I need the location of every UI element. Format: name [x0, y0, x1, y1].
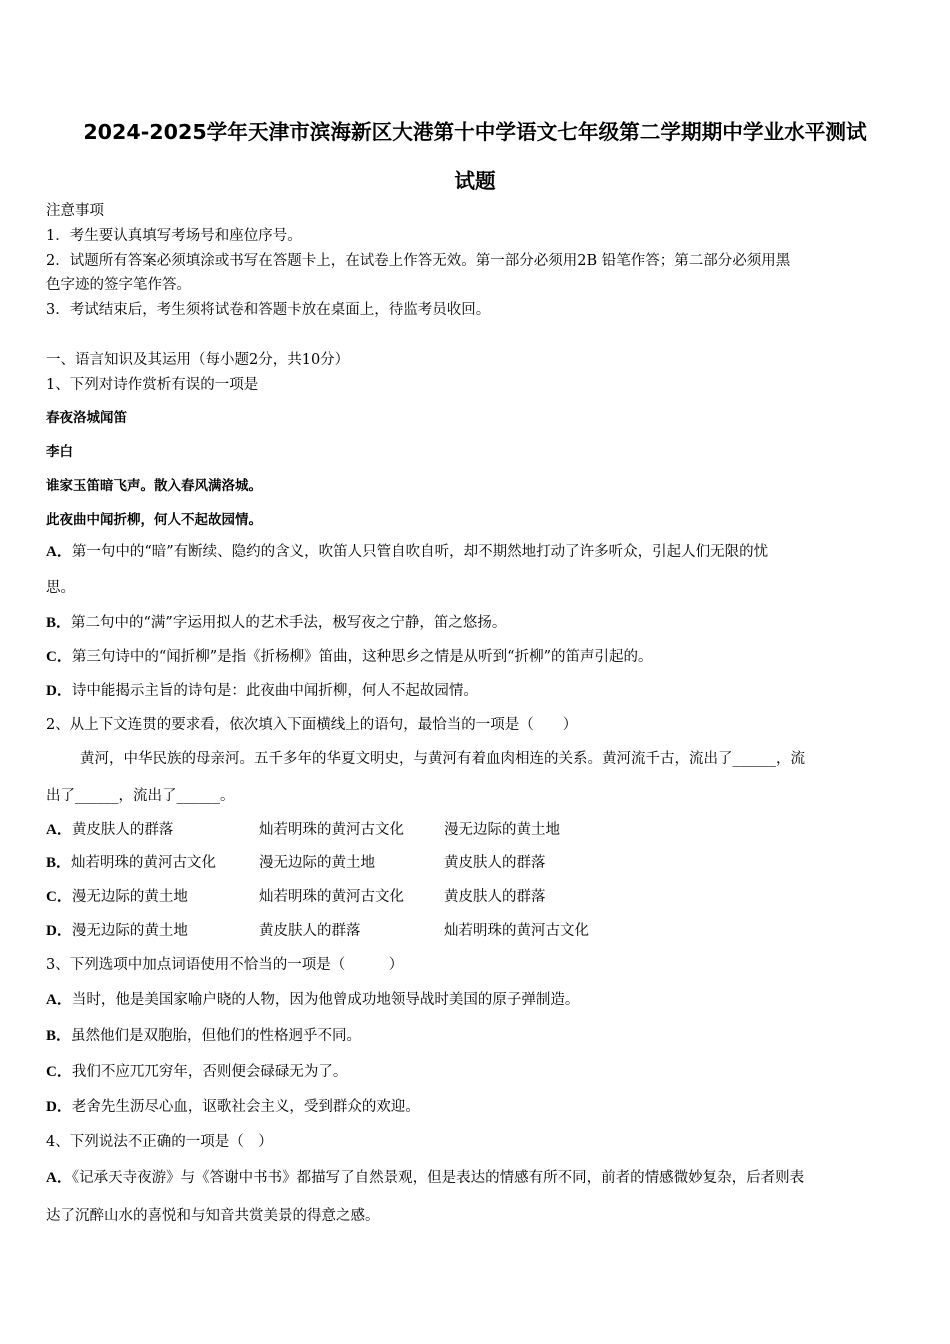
notice-item: 1．考生要认真填写考场号和座位序号。 — [46, 228, 302, 244]
option-label: B． — [46, 615, 72, 631]
option-label: D． — [46, 1099, 72, 1115]
option-text: 老舍先生沥尽心血，讴歌社会主义，受到群众的欢迎。 — [71, 1099, 420, 1115]
question-2-passage-cont: 出了______，流出了______。 — [46, 788, 235, 804]
notice-item: 2．试题所有答案必须填涂或书写在答题卡上，在试卷上作答无效。第一部分必须用2B 铅笔作答；第二部分必须用黑 — [46, 253, 791, 269]
exam-title: 2024-2025学年天津市滨海新区大港第十中学语文七年级第二学期期中学业水平测试 — [83, 120, 867, 144]
option-cell: 灿若明珠的黄河古文化 — [259, 822, 404, 838]
option-a-cont — [46, 1206, 380, 1226]
option-a — [46, 542, 768, 562]
option-b — [46, 613, 506, 633]
question-2-stem: 2、从上下文连贯的要求看，依次填入下面横线上的语句，最恰当的一项是（ ） — [46, 717, 578, 733]
option-d — [46, 1097, 420, 1117]
option-text: 我们不应兀兀穷年，否则便会碌碌无为了。 — [71, 1064, 348, 1080]
notice-item: 色字迹的签字笔作答。 — [46, 277, 191, 293]
option-text: 思。 — [46, 580, 75, 596]
section-heading: 一、语言知识及其运用（每小题2分，共10分） — [46, 352, 350, 368]
option-label: D．漫无边际的黄土地 — [46, 923, 188, 939]
option-text: 《记承天寺夜游》与《答谢中书书》都描写了自然景观，但是表达的情感有所不同，前者的情感微妙复杂，后者则表 — [71, 1170, 805, 1186]
notice-heading: 注意事项 — [46, 203, 104, 219]
question-2-passage: 黄河，中华民族的母亲河。五千多年的华夏文明史，与黄河有着血肉相连的关系。黄河流千古，流出了______，流 — [80, 751, 805, 767]
question-3-stem: 3、下列选项中加点词语使用不恰当的一项是（ ） — [46, 957, 404, 973]
option-cell: 黄皮肤人的群落 — [259, 923, 361, 939]
poem-line: 此夜曲中闻折柳，何人不起故园情。 — [46, 512, 262, 528]
option-cell: 漫无边际的黄土地 — [259, 855, 375, 871]
question-4-stem: 4、下列说法不正确的一项是（ ） — [46, 1134, 273, 1150]
option-label: D． — [46, 683, 72, 699]
option-label: C．漫无边际的黄土地 — [46, 889, 188, 905]
option-a — [46, 990, 579, 1010]
option-label: A． — [46, 992, 72, 1008]
poem-author: 李白 — [46, 444, 73, 460]
option-d — [46, 681, 478, 701]
option-cell: 灿若明珠的黄河古文化 — [444, 923, 589, 939]
option-cell: 漫无边际的黄土地 — [444, 822, 560, 838]
option-text: 诗中能揭示主旨的诗句是：此夜曲中闻折柳，何人不起故园情。 — [71, 683, 478, 699]
option-label: A． — [46, 544, 72, 560]
option-text: 第三句诗中的“闻折柳”是指《折杨柳》笛曲，这种思乡之情是从听到“折柳”的笛声引起的。 — [71, 649, 653, 665]
option-text: 当时，他是美国家喻户晓的人物，因为他曾成功地领导战时美国的原子弹制造。 — [71, 992, 580, 1008]
option-label: A． — [46, 1170, 72, 1186]
option-text: 虽然他们是双胞胎，但他们的性格迥乎不同。 — [71, 1028, 362, 1044]
option-b — [46, 1026, 361, 1046]
option-label: B． — [46, 1028, 72, 1044]
option-label: C． — [46, 649, 72, 665]
poem-title: 春夜洛城闻笛 — [46, 410, 127, 426]
option-text: 达了沉醉山水的喜悦和与知音共赏美景的得意之感。 — [46, 1208, 380, 1224]
question-1-stem: 1、下列对诗作赏析有误的一项是 — [46, 377, 259, 393]
option-cell: 黄皮肤人的群落 — [444, 855, 546, 871]
poem-line: 谁家玉笛暗飞声。散入春风满洛城。 — [46, 478, 262, 494]
option-cell: 黄皮肤人的群落 — [444, 889, 546, 905]
option-a-cont — [46, 578, 75, 598]
option-label: B．灿若明珠的黄河古文化 — [46, 855, 217, 871]
option-text: 第二句中的“满”字运用拟人的艺术手法，极写夜之宁静，笛之悠扬。 — [71, 615, 507, 631]
option-a — [46, 1168, 804, 1188]
option-c — [46, 647, 653, 667]
option-label: C． — [46, 1064, 72, 1080]
option-c — [46, 1062, 347, 1082]
exam-title-cont: 试题 — [454, 169, 496, 193]
notice-item: 3．考试结束后，考生须将试卷和答题卡放在桌面上，待监考员收回。 — [46, 302, 491, 318]
option-label: A．黄皮肤人的群落 — [46, 822, 174, 838]
option-cell: 灿若明珠的黄河古文化 — [259, 889, 404, 905]
option-text: 第一句中的“暗”有断续、隐约的含义，吹笛人只管自吹自听，却不期然地打动了许多听众，引起人们无限的忧 — [71, 544, 769, 560]
